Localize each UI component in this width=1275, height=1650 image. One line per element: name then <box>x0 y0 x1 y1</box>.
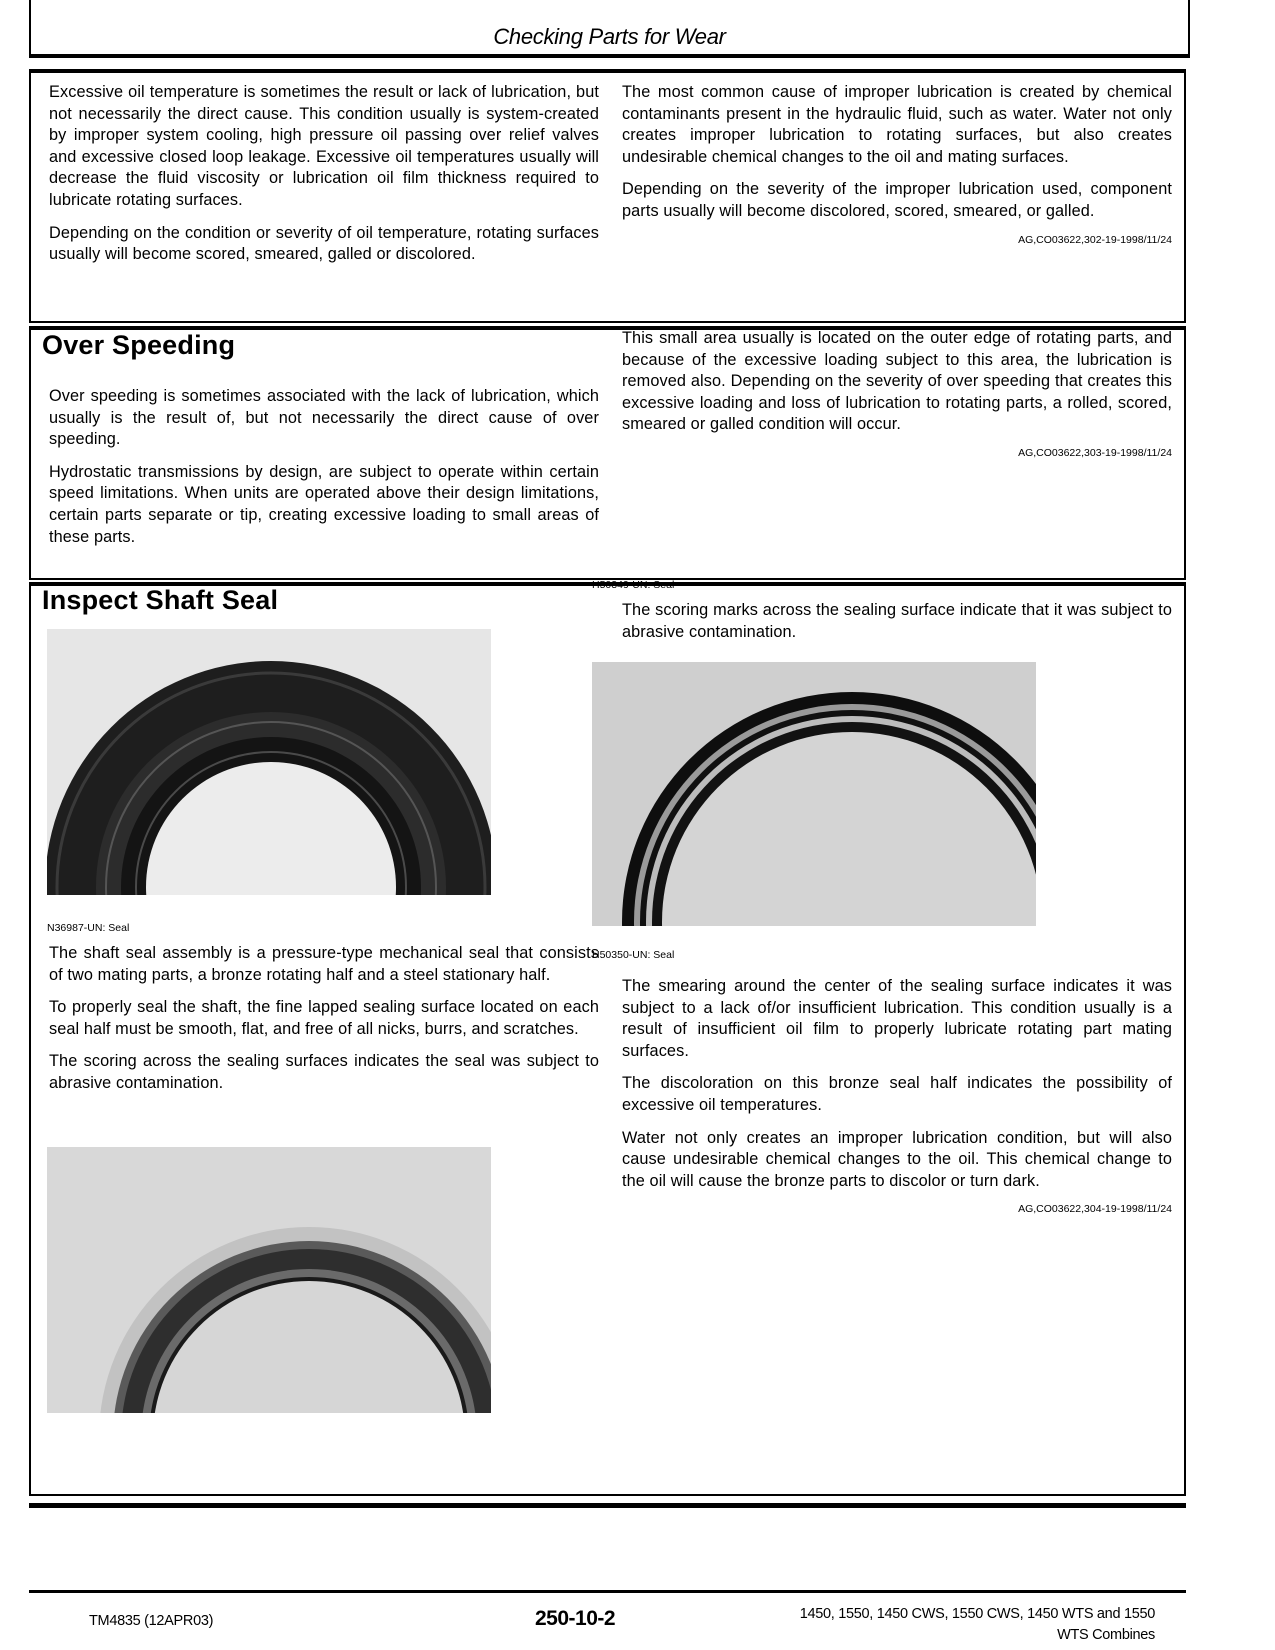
paragraph: To properly seal the shaft, the fine lapped sealing surface located on each seal half must be smooth, flat, and free of all nicks, burrs, and scratches. <box>49 998 599 1038</box>
paragraph: Water not only creates an improper lubrication condition, but will also cause undesirable chemical changes to the oil. This chemical change to the oil will cause the bronze parts to discolor or turn dark. <box>622 1128 1172 1190</box>
paragraph: This small area usually is located on the outer edge of rotating parts, and because of the excessive loading subject to this area, the lubrication is removed also. Depending on the severity of over speeding that creates this excessive loading and loss of lubrication to rotating parts, a rolled, scored, smeared or galled condition will occur. <box>622 329 1172 434</box>
right-column <box>622 82 1172 246</box>
section-title: Inspect Shaft Seal <box>42 585 279 615</box>
figure-caption: N36987-UN: Seal <box>47 922 130 934</box>
right-column <box>622 976 1172 1215</box>
models-line-1: 1450, 1550, 1450 CWS, 1550 CWS, 1450 WTS and 1550 <box>799 1606 1155 1622</box>
page-header <box>29 0 1190 58</box>
reference-code: AG,CO03622,303-19-1998/11/24 <box>1018 446 1172 459</box>
paragraph: The shaft seal assembly is a pressure-type mechanical seal that consists of two mating parts, a bronze rotating half and a steel stationary half. <box>49 944 599 984</box>
reference-code: AG,CO03622,304-19-1998/11/24 <box>1018 1203 1172 1216</box>
paragraph: Depending on the severity of the improper lubrication used, component parts usually will become discolored, scored, smeared, or galled. <box>622 180 1172 220</box>
paragraph: The scoring marks across the sealing surface indicate that it was subject to abrasive contamination. <box>622 601 1172 641</box>
figure-caption: H50349-UN: Seal <box>592 579 675 591</box>
footer-divider <box>29 1590 1186 1593</box>
bottom-divider <box>29 1503 1186 1508</box>
right-column <box>622 600 1172 654</box>
section-inspect-shaft-seal <box>29 579 1186 1496</box>
paragraph: The most common cause of improper lubrication is created by chemical contaminants present in the hydraulic fluid, such as water. Water not only creates improper lubrication to rotating surfaces, but also creates undesirable chemical changes to the oil and mating surfaces. <box>622 83 1172 166</box>
left-column-title <box>42 585 592 616</box>
paragraph: Hydrostatic transmissions by design, are subject to operate within certain speed limitations. When units are operated above their design limitations, certain parts separate or tip, creating excessive loading to small areas of these parts. <box>49 462 599 546</box>
paragraph: Over speeding is sometimes associated with the lack of lubrication, which usually is the result of, but not necessarily the direct cause of over speeding. <box>49 387 599 449</box>
models-label <box>680 1604 1155 1646</box>
section-oil-temperature <box>29 69 1186 323</box>
paragraph: Excessive oil temperature is sometimes the result or lack of lubrication, but not necessarily the direct cause. This condition usually is system-created by improper system cooling, high pressure oil passing over relief valves and excessive closed loop leakage. Excessive oil temperatures usually will decrease the fluid viscosity or lubrication oil film thickness required to lubricate rotating surfaces. <box>49 83 599 209</box>
paragraph: The discoloration on this bronze seal half indicates the possibility of excessive oil temperatures. <box>622 1074 1172 1114</box>
paragraph: The smearing around the center of the sealing surface indicates it was subject to a lack of/or insufficient lubrication. This condition usually is a result of insufficient oil film to properly lubricate rotating part mating surfaces. <box>622 977 1172 1060</box>
left-column <box>49 82 599 277</box>
seal-photo-n36987 <box>47 629 491 895</box>
paragraph: Depending on the condition or severity of oil temperature, rotating surfaces usually will become scored, smeared, galled or discolored. <box>49 223 599 264</box>
models-line-2: WTS Combines <box>1057 1627 1155 1643</box>
manual-id: TM4835 (12APR03) <box>89 1613 214 1629</box>
left-column <box>42 330 592 361</box>
page-title: Checking Parts for Wear <box>493 24 726 49</box>
section-over-speeding <box>29 326 1186 580</box>
section-title: Over Speeding <box>42 330 236 360</box>
paragraph: The scoring across the sealing surfaces indicates the seal was subject to abrasive contamination. <box>49 1052 599 1092</box>
figure-caption: H50350-UN: Seal <box>592 949 675 961</box>
seal-photo-h50350 <box>47 1147 491 1413</box>
right-column <box>622 328 1172 459</box>
seal-photo-h50349 <box>592 662 1036 926</box>
page-number: 250-10-2 <box>535 1607 616 1630</box>
reference-code: AG,CO03622,302-19-1998/11/24 <box>1018 233 1172 246</box>
left-column <box>49 943 599 1106</box>
left-column <box>49 386 599 559</box>
